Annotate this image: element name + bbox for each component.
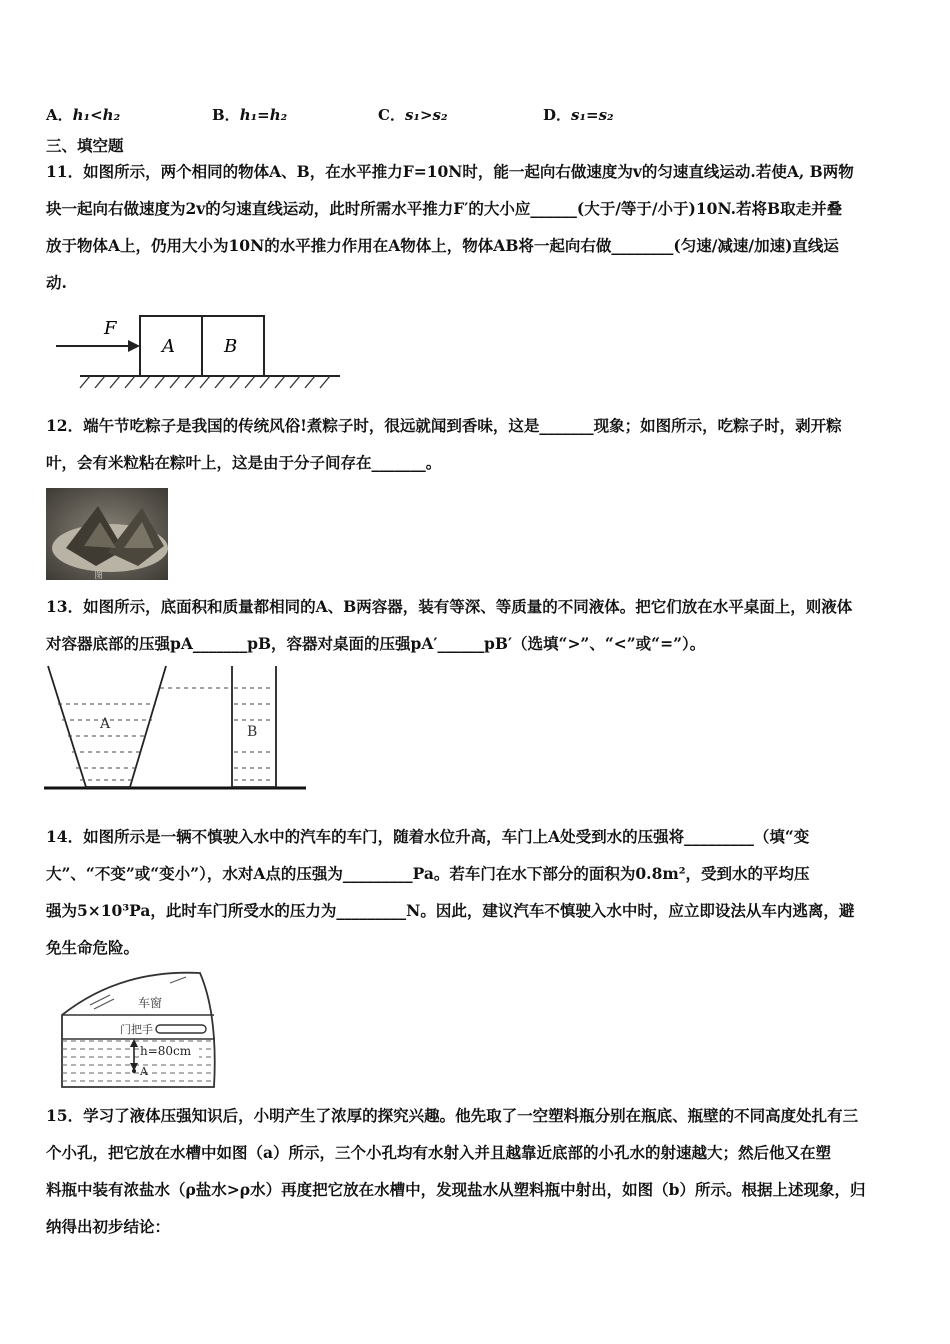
point-a <box>132 1069 136 1073</box>
option-text: s₁=s₂ <box>571 106 614 124</box>
car-door-figure <box>50 965 222 1089</box>
option-text: h₁=h₂ <box>239 106 288 124</box>
q13-figure <box>44 664 308 792</box>
option-label: C． <box>378 106 405 124</box>
option-c <box>378 104 448 125</box>
q11-line: 放于物体A上，仍用大小为10N的水平推力作用在A物体上，物体AB将一起向右做________(匀速/减速/加速)直线运 <box>46 236 839 255</box>
q15-line: 个小孔，把它放在水槽中如图（a）所示，三个小孔均有水射入并且越靠近底部的小孔水的射速越大；然后他又在塑 <box>46 1143 832 1162</box>
handle-label: 门把手 <box>120 1023 153 1036</box>
option-b <box>212 104 287 125</box>
q14-line: 大”、“不变”或“变小”），水对A点的压强为_________Pa。若车门在水下部分的面积为0.8m²，受到水的平均压 <box>46 864 810 883</box>
option-text: s₁>s₂ <box>404 106 448 124</box>
block-a-label: A <box>162 336 175 357</box>
q11-line: 动. <box>46 273 67 292</box>
container-b-label: B <box>247 724 258 740</box>
block-b-label: B <box>224 336 238 357</box>
q15-line: 料瓶中装有浓盐水（ρ盐水>ρ水）再度把它放在水槽中，发现盐水从塑料瓶中射出，如图（b）所示。根据上述现象，归 <box>46 1180 866 1199</box>
option-a <box>46 104 120 125</box>
container-a-label: A <box>100 716 111 732</box>
option-label: A． <box>46 106 73 124</box>
q11-line: 11．如图所示，两个相同的物体A、B，在水平推力F=10N时，能一起向右做速度为v的匀速直线运动.若使A, B两物 <box>46 162 854 181</box>
force-label: F <box>104 318 117 339</box>
q13-line: 对容器底部的压强pA_______pB，容器对桌面的压强pA′______pB′（选填“>”、“<”或“=”）。 <box>46 634 706 653</box>
q15-line: 纳得出初步结论： <box>46 1217 171 1236</box>
window-label: 车窗 <box>138 996 163 1010</box>
q15-line: 15．学习了液体压强知识后，小明产生了浓厚的探究兴趣。他先取了一空塑料瓶分别在瓶底、瓶壁的不同高度处扎有三 <box>46 1106 859 1125</box>
zongzi-photo <box>46 488 168 580</box>
option-d <box>543 104 614 125</box>
q13-line: 13．如图所示，底面积和质量都相同的A、B两容器，装有等深、等质量的不同液体。把它们放在水平桌面上，则液体 <box>46 597 853 616</box>
depth-label: h=80cm <box>140 1044 192 1058</box>
q14-line: 免生命危险。 <box>46 938 140 957</box>
q14-line: 14．如图所示是一辆不慎驶入水中的汽车的车门，随着水位升高，车门上A处受到水的压强将_________（填“变 <box>46 827 810 846</box>
q11-line: 块一起向右做速度为2v的匀速直线运动，此时所需水平推力F′的大小应______(大于/等于/小于)10N.若将B取走并叠 <box>46 199 843 218</box>
q14-line: 强为5×10³Pa，此时车门所受水的压力为_________N。因此，建议汽车不慎驶入水中时，应立即设法从车内逃离，避 <box>46 901 855 920</box>
section-title: 三、填空题 <box>46 136 124 155</box>
option-text: h₁<h₂ <box>72 106 121 124</box>
option-label: B． <box>212 106 240 124</box>
point-a-label: A <box>140 1065 148 1078</box>
q12-line: 12．端午节吃粽子是我国的传统风俗!煮粽子时，很远就闻到香味，这是_______现象；如图所示，吃粽子时，剥开粽 <box>46 416 842 435</box>
q12-line: 叶，会有米粒粘在粽叶上，这是由于分子间存在_______。 <box>46 453 442 472</box>
q11-figure <box>50 308 350 394</box>
photo-caption: 图 <box>94 571 104 580</box>
option-label: D． <box>543 106 572 124</box>
